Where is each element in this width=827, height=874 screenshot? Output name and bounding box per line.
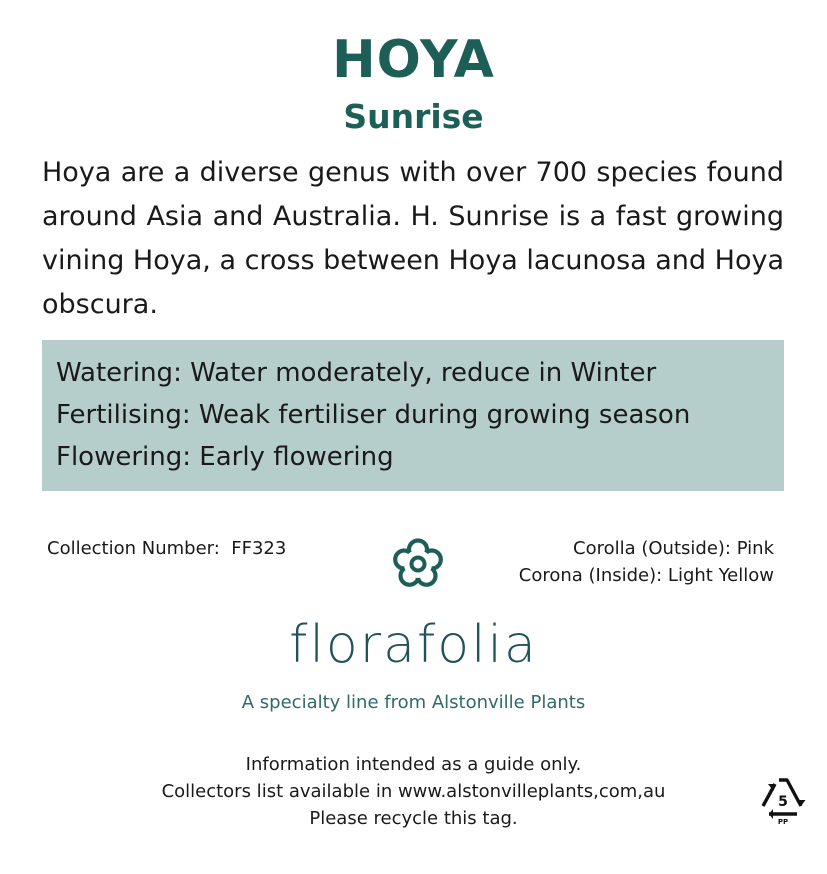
plant-cultivar: Sunrise (343, 97, 484, 136)
fertilising-line: Fertilising: Weak fertiliser during growing season (56, 400, 691, 430)
flower-icon (389, 535, 447, 593)
corona-color: Corona (Inside): Light Yellow (518, 565, 774, 586)
flower-colors (519, 535, 774, 589)
corolla-color: Corolla (Outside): Pink (573, 538, 774, 559)
disclaimer-line: Information intended as a guide only. (245, 754, 582, 775)
plant-description: Hoya are a diverse genus with over 700 species found around Asia and Australia. H. Sunrise is a fast growing vining Hoya, a cross between Hoya lacunosa and Hoya obscura. (42, 157, 784, 320)
flowering-line: Flowering: Early flowering (56, 442, 394, 472)
watering-line: Watering: Water moderately, reduce in Winter (56, 358, 657, 388)
plant-title: HOYA (332, 30, 495, 90)
footer-notes (0, 751, 827, 832)
collectors-list-line: Collectors list available in www.alstonvilleplants,com,au (161, 781, 666, 802)
care-instructions-box (42, 340, 784, 491)
brand-tagline: A specialty line from Alstonville Plants (241, 692, 586, 713)
recycle-number: 5 (778, 794, 788, 810)
recycle-pp-icon (757, 774, 809, 826)
collection-number: Collection Number: FF323 (47, 538, 287, 559)
florafolia-logo: florafolia (289, 615, 538, 675)
recycle-code: PP (777, 818, 789, 826)
recycle-note-line: Please recycle this tag. (309, 808, 518, 829)
